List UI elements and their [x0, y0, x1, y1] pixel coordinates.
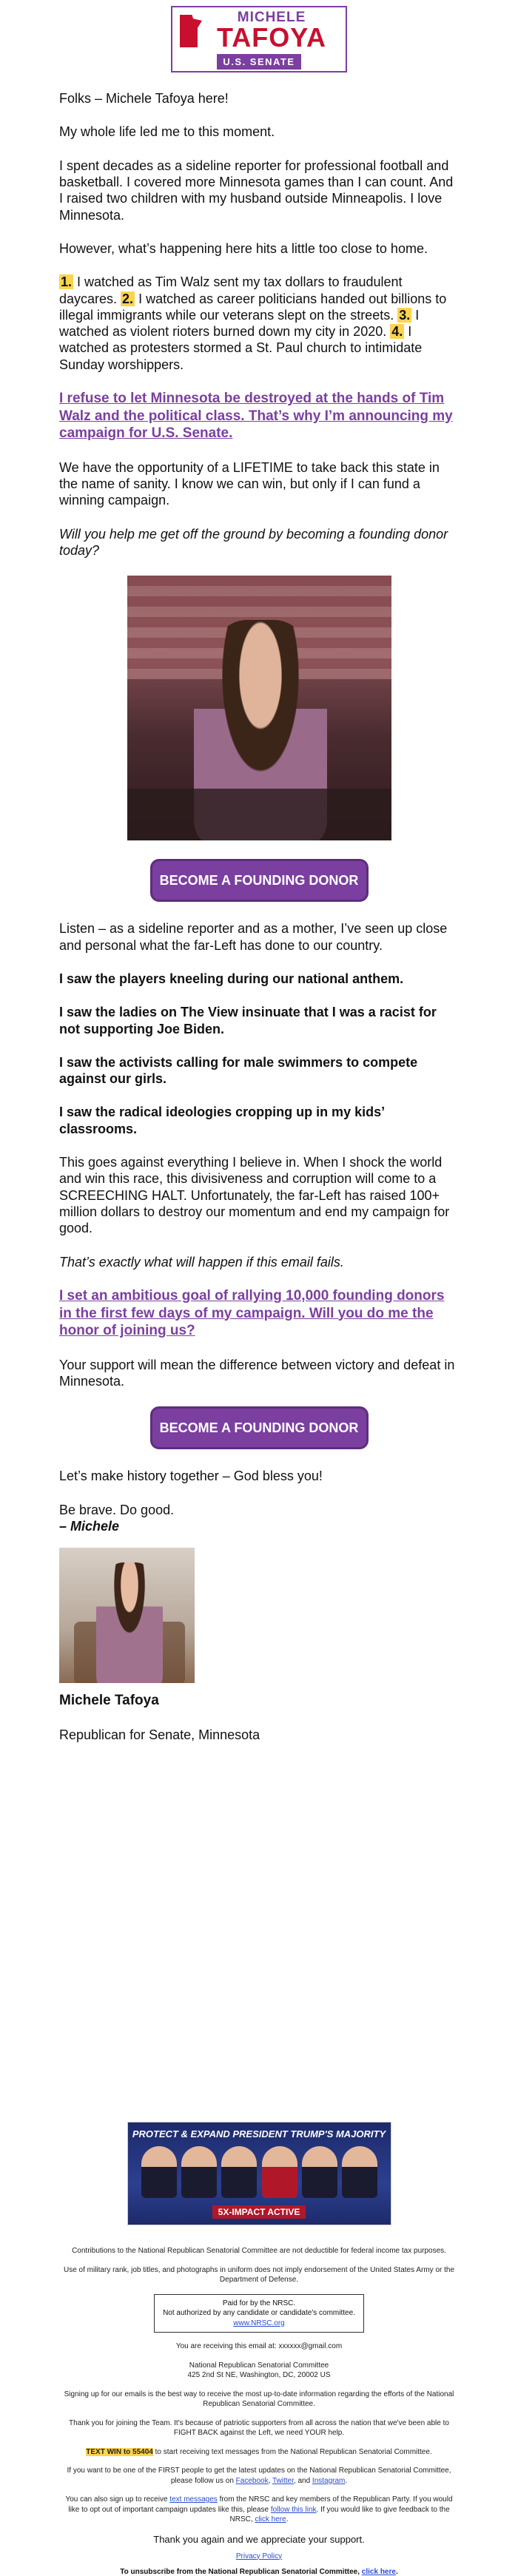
signup-info: Signing up for our emails is the best way to receive the most up-to-date information regarding the efforts of the National Republican Senatorial Committee. — [64, 2390, 454, 2408]
text-keyword: TEXT WIN to 55404 — [86, 2447, 153, 2456]
motto: Be brave. Do good. — [59, 1502, 175, 1517]
paid-for-box — [154, 2294, 364, 2333]
candidate-photo[interactable] — [127, 576, 391, 840]
nrsc-website-link[interactable]: www.NRSC.org — [233, 2319, 285, 2327]
senator-face — [181, 2146, 217, 2198]
senator-face — [141, 2146, 177, 2198]
nrsc-banner[interactable] — [127, 2122, 391, 2225]
unsubscribe-link[interactable]: click here — [361, 2567, 396, 2576]
founding-donor-button-2[interactable]: BECOME A FOUNDING DONOR — [150, 1406, 369, 1449]
signature-name: Michele Tafoya — [59, 1693, 159, 1709]
paragraph: We have the opportunity of a LIFETIME to take back this state in the name of sanity. I know we can win, but only if I can fund a winning campaign. — [59, 459, 440, 508]
banner-badge: 5X-IMPACT ACTIVE — [128, 2207, 391, 2217]
opt-out-link[interactable]: follow this link — [270, 2505, 317, 2514]
military-disclaimer: Use of military rank, job titles, and photographs in uniform does not imply endorsement of the United States Army or the Department of Defense. — [63, 2265, 455, 2284]
banner-faces — [141, 2146, 378, 2198]
bold-statement: I saw the players kneeling during our national anthem. — [59, 971, 404, 986]
senator-face — [342, 2146, 377, 2198]
logo-office: U.S. SENATE — [217, 54, 300, 70]
recipient-email: You are receiving this email at: xxxxxx@gmail.com — [175, 2342, 343, 2350]
campaign-logo[interactable] — [171, 6, 347, 73]
list-number: 3. — [399, 307, 411, 323]
list-number: 2. — [122, 291, 134, 306]
list-number: 1. — [61, 274, 73, 290]
warning-paragraph: That’s exactly what will happen if this email fails. — [59, 1254, 344, 1270]
paragraph: This goes against everything I believe in. When I shock the world and win this race, this divisiveness and corruption will come to a SCREECHING HALT. Unfortunately, the far-Left has raised 100+ million dollars to destroy our momentum and end my campaign for good. — [59, 1155, 450, 1236]
footer-info — [59, 2341, 459, 2525]
paragraph: My whole life led me to this moment. — [59, 124, 275, 140]
paragraph: Your support will mean the difference between victory and defeat in Minnesota. — [59, 1357, 455, 1389]
logo-last-name: TAFOYA — [216, 22, 326, 53]
senator-face — [302, 2146, 337, 2198]
list-text: I watched as career politicians handed out billions to illegal immigrants while our veterans slept on the streets. — [59, 291, 447, 323]
signature-title: Republican for Senate, Minnesota — [59, 1727, 260, 1742]
senator-face — [221, 2146, 257, 2198]
paragraph: Listen – as a sideline reporter and as a mother, I’ve seen up close and personal what the far-Left has done to our country. — [59, 921, 448, 953]
privacy-policy-link[interactable]: Privacy Policy — [235, 2552, 283, 2560]
org-name: National Republican Senatorial Committee — [189, 2361, 329, 2370]
tax-disclaimer: Contributions to the National Republican Senatorial Committee are not deductible for federal income tax purposes. — [72, 2247, 446, 2255]
list-text: I watched as violent rioters burned down my city in 2020. — [59, 307, 420, 340]
sign-off — [59, 1502, 459, 1535]
list-text: I watched as Tim Walz sent my tax dollars to fraudulent daycares. — [59, 274, 403, 306]
bold-statement: I saw the radical ideologies cropping up in my kids’ classrooms. — [59, 1105, 385, 1136]
bold-statement: I saw the activists calling for male swimmers to compete against our girls. — [59, 1054, 418, 1087]
footer-disclaimers — [59, 2246, 459, 2285]
table-foreground — [127, 789, 391, 840]
feedback-link[interactable]: click here — [255, 2515, 286, 2523]
ask-paragraph: Will you help me get off the ground by becoming a founding donor today? — [59, 526, 448, 558]
email-footer — [0, 2122, 518, 2576]
greeting: Folks – Michele Tafoya here! — [59, 91, 229, 106]
donate-link-2[interactable]: I set an ambitious goal of rallying 10,000 founding donors in the first few days of my campaign. Will you do me the honor of joining us? — [59, 1287, 445, 1339]
founding-donor-button-1[interactable]: BECOME A FOUNDING DONOR — [150, 859, 369, 902]
list-text: I watched as protesters stormed a St. Paul church to intimidate Sunday worshippers. — [59, 324, 423, 372]
social-info: If you want to be one of the FIRST people to get the latest updates on the National Republican Senatorial Committee, please follow us on Facebook, Twitter, and Instagram. — [67, 2467, 451, 2485]
closing: Let’s make history together – God bless you! — [59, 1469, 323, 1484]
signature: – Michele — [59, 1518, 120, 1534]
paid-for-line: Paid for by the NRSC. — [222, 2299, 296, 2307]
thank-you-line: Thank you again and we appreciate your support. — [153, 2533, 365, 2545]
unsubscribe-line: To unsubscribe from the National Republican Senatorial Committee, click here. — [120, 2567, 398, 2576]
senator-face — [262, 2146, 297, 2198]
numbered-list — [59, 274, 459, 373]
bold-statement: I saw the ladies on The View insinuate that I was a racist for not supporting Joe Biden. — [59, 1005, 437, 1036]
instagram-link[interactable]: Instagram — [312, 2476, 346, 2485]
list-number: 4. — [391, 324, 403, 340]
email-body — [59, 77, 459, 1743]
banner-headline: PROTECT & EXPAND PRESIDENT TRUMP'S MAJORITY — [132, 2128, 386, 2140]
thanks-info: Thank you for joining the Team. It's because of patriotic supporters from all across the nation that we've been able to FIGHT BACK against the Left, we need YOUR help. — [69, 2418, 449, 2437]
org-address: 425 2nd St NE, Washington, DC, 20002 US — [187, 2371, 331, 2379]
twitter-link[interactable]: Twitter — [272, 2476, 294, 2485]
optout-info: You can also sign up to receive text messages from the NRSC and key members of the Republican Party. If you would like to opt out of important campaign updates like this, please follow this link. If you would like to give feedback to the NRSC, click here. — [65, 2495, 453, 2523]
donate-link-1[interactable]: I refuse to let Minnesota be destroyed at the hands of Tim Walz and the political class. That’s why I’m announcing my campaign for U.S. Senate. — [59, 391, 453, 442]
not-authorized-line: Not authorized by any candidate or candidate's committee. — [163, 2309, 355, 2317]
paragraph: I spent decades as a sideline reporter for professional football and basketball. I covered more Minnesota games than I can count. And I raised two children with my husband outside Minneapolis. I love Minnesota. — [59, 158, 454, 223]
candidate-figure-small — [96, 1562, 163, 1683]
minnesota-shape-icon — [180, 15, 202, 47]
facebook-link[interactable]: Facebook — [235, 2476, 269, 2485]
logo-first-name: MICHELE — [237, 10, 306, 25]
paragraph: However, what’s happening here hits a little too close to home. — [59, 240, 428, 256]
candidate-headshot — [59, 1548, 195, 1683]
text-messages-link[interactable]: text messages — [169, 2495, 218, 2503]
text-info: TEXT WIN to 55404 to start receiving text messages from the National Republican Senatorial Committee. — [86, 2447, 432, 2456]
header — [0, 0, 518, 77]
address — [59, 2361, 459, 2381]
